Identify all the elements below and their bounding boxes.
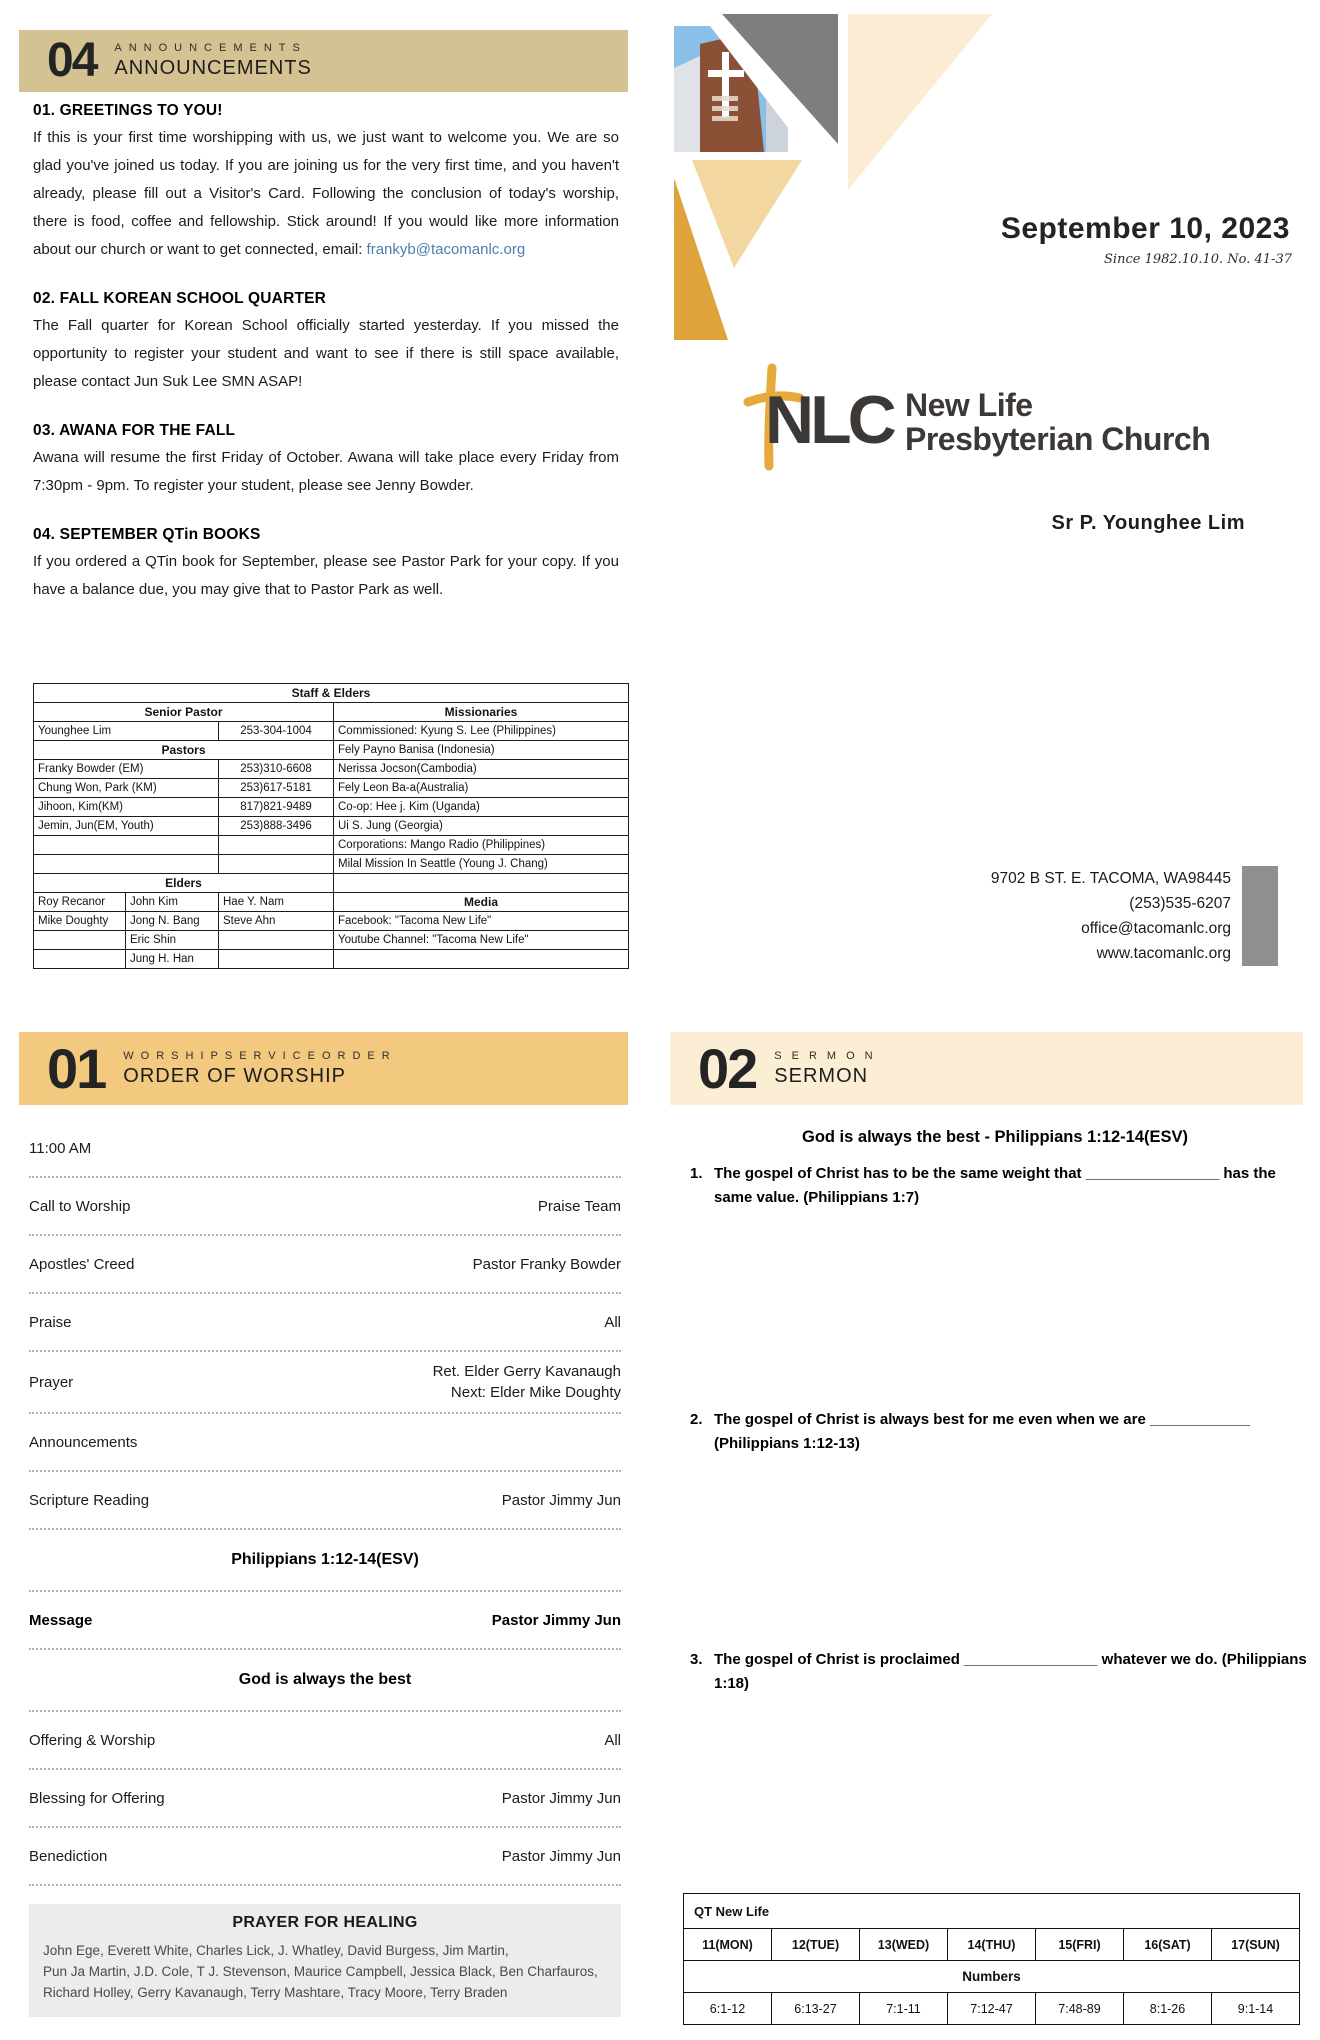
sermon-point-number: 2. — [690, 1411, 703, 1428]
empty-cell — [34, 855, 219, 874]
prayer-names-line: Pun Ja Martin, J.D. Cole, T J. Stevenson, Maurice Campbell, Jessica Black, Ben Charfauros, — [43, 1964, 598, 1979]
pastor-name: Chung Won, Park (KM) — [34, 779, 219, 798]
empty-cell — [334, 950, 629, 969]
logo-acronym: NLC — [765, 382, 893, 458]
qt-reading: 7:48-89 — [1036, 1993, 1124, 2025]
light-gold-triangle — [692, 160, 802, 268]
gray-accent-bar — [1242, 866, 1278, 966]
elder-name — [34, 950, 126, 969]
order-row — [29, 1178, 621, 1236]
announcement-body: If you ordered a QTin book for September, please see Pastor Park for your copy. If you have a balance due, you may give that to Pastor Park as well. — [33, 553, 619, 598]
scripture-reference: Philippians 1:12-14(ESV) — [231, 1551, 419, 1568]
order-label: Prayer — [29, 1373, 74, 1391]
qt-book-name: Numbers — [684, 1961, 1300, 1993]
cover-art-triangles — [660, 10, 1000, 340]
pastor-name: Jihoon, Kim(KM) — [34, 798, 219, 817]
order-value-line2: Next: Elder Mike Doughty — [450, 1384, 621, 1401]
media-cell: Facebook: "Tacoma New Life" — [334, 912, 629, 931]
table-row — [684, 1993, 1300, 2025]
table-row — [34, 741, 629, 760]
table-row — [684, 1929, 1300, 1961]
sermon-point-number: 1. — [690, 1165, 703, 1182]
prayer-names-line: John Ege, Everett White, Charles Lick, J. Whatley, David Burgess, Jim Martin, — [43, 1943, 509, 1958]
announcement-item — [33, 422, 619, 500]
pastors-header: Pastors — [34, 741, 334, 760]
elder-name: Roy Recanor — [34, 893, 126, 912]
pastor-phone: 253)888-3496 — [219, 817, 334, 836]
missionary-cell: Fely Payno Banisa (Indonesia) — [334, 741, 629, 760]
scripture-reference-row — [29, 1530, 621, 1592]
service-time: 11:00 AM — [29, 1139, 92, 1157]
cream-triangle — [848, 14, 992, 190]
elder-name — [219, 931, 334, 950]
sermon-title: SERMON — [774, 1064, 869, 1087]
announcements-header-band — [19, 30, 628, 92]
sermon-title-center: God is always the best — [238, 1671, 412, 1688]
address-website[interactable]: www.tacomanlc.org — [1096, 945, 1231, 962]
pastor-phone: 253)617-5181 — [219, 779, 334, 798]
order-label: Call to Worship — [29, 1197, 131, 1215]
order-row — [29, 1592, 621, 1650]
order-row — [29, 1352, 621, 1414]
staff-elders-table — [33, 683, 629, 969]
announcement-heading: 02. FALL KOREAN SCHOOL QUARTER — [33, 290, 327, 307]
table-row — [34, 779, 629, 798]
qt-day: 11(MON) — [684, 1929, 772, 1961]
order-label: Announcements — [29, 1433, 138, 1451]
table-row — [34, 760, 629, 779]
qt-reading: 8:1-26 — [1124, 1993, 1212, 2025]
elder-name: Jong N. Bang — [126, 912, 219, 931]
elder-name: Steve Ahn — [219, 912, 334, 931]
announcement-body — [33, 124, 619, 264]
qt-day: 17(SUN) — [1212, 1929, 1300, 1961]
missionary-cell: Milal Mission In Seattle (Young J. Chang) — [334, 855, 629, 874]
pastor-phone: 253)310-6608 — [219, 760, 334, 779]
prayer-for-healing-box — [29, 1904, 621, 2017]
qt-new-life-table — [683, 1893, 1300, 2025]
announcement-text: If this is your first time worshipping with us, we just want to welcome you. We are so glad you've joined us today. If you are joining us for the very first time, and you haven't already, please fill out a Visitor's Card. Following the conclusion of today's worship, there is food, coffee and fellowship. Stick around! If you would like more information about our church or want to get connected, email: — [33, 129, 619, 258]
order-row — [29, 1472, 621, 1530]
announcements-spaced-title: ANNOUNCEMENTS — [114, 42, 307, 54]
staff-table-title: Staff & Elders — [34, 684, 629, 703]
sermon-point-text: The gospel of Christ has to be the same weight that ________________ has the same value. (Philippians 1:7) — [714, 1165, 1276, 1206]
missionary-cell: Ui S. Jung (Georgia) — [334, 817, 629, 836]
order-value: All — [604, 1313, 621, 1331]
announcement-item — [33, 526, 619, 604]
table-row — [34, 817, 629, 836]
table-row — [34, 722, 629, 741]
order-header-band — [19, 1032, 628, 1105]
order-spaced-title: WORSHIPSERVICEORDER — [123, 1049, 397, 1062]
order-row — [29, 1236, 621, 1294]
table-row — [34, 912, 629, 931]
announcement-item — [33, 102, 619, 264]
elder-name: Jung H. Han — [126, 950, 219, 969]
elder-name: Hae Y. Nam — [219, 893, 334, 912]
elder-name — [34, 931, 126, 950]
table-row — [34, 950, 629, 969]
senior-pastor-name: Younghee Lim — [34, 722, 219, 741]
since-line: Since 1982.10.10. No. 41-37 — [1104, 252, 1292, 267]
table-row — [34, 855, 629, 874]
table-row — [34, 703, 629, 722]
order-label: Blessing for Offering — [29, 1789, 165, 1807]
church-address-block — [991, 866, 1231, 966]
sermon-section-number: 02 — [698, 1036, 757, 1100]
address-phone: (253)535-6207 — [1129, 895, 1231, 912]
order-label: Apostles' Creed — [29, 1255, 135, 1273]
sermon-titles — [774, 1050, 882, 1088]
qt-day: 16(SAT) — [1124, 1929, 1212, 1961]
sermon-point-text: The gospel of Christ is always best for me even when we are ____________ (Philippians 1:12-13) — [714, 1411, 1251, 1452]
prayer-names-line: Richard Holley, Gerry Kavanaugh, Terry Mashtare, Tracy Moore, Terry Braden — [43, 1985, 508, 2000]
qt-reading: 7:1-11 — [860, 1993, 948, 2025]
table-row — [684, 1894, 1300, 1929]
announcements-title: ANNOUNCEMENTS — [114, 57, 312, 79]
order-label: Benediction — [29, 1847, 108, 1865]
pastor-name: Franky Bowder (EM) — [34, 760, 219, 779]
sermon-point — [690, 1162, 1308, 1210]
order-row — [29, 1294, 621, 1352]
announcements-list — [33, 102, 619, 630]
missionaries-header: Missionaries — [334, 703, 629, 722]
order-titles — [123, 1050, 396, 1088]
sermon-point-text: The gospel of Christ is proclaimed ________________ whatever we do. (Philippians 1:18) — [714, 1651, 1307, 1692]
elder-name — [219, 950, 334, 969]
order-value: Pastor Jimmy Jun — [501, 1847, 621, 1865]
table-row — [34, 893, 629, 912]
elders-header: Elders — [34, 874, 334, 893]
announcement-body: Awana will resume the first Friday of October. Awana will take place every Friday from 7:30pm - 9pm. To register your student, please see Jenny Bowder. — [33, 449, 619, 494]
qt-reading: 7:12-47 — [948, 1993, 1036, 2025]
missionary-cell: Nerissa Jocson(Cambodia) — [334, 760, 629, 779]
sermon-point — [690, 1408, 1308, 1456]
sermon-point — [690, 1648, 1308, 1696]
table-row — [34, 931, 629, 950]
order-row — [29, 1770, 621, 1828]
table-row — [34, 836, 629, 855]
prayer-for-healing-title: PRAYER FOR HEALING — [232, 1914, 418, 1931]
announcement-heading: 04. SEPTEMBER QTin BOOKS — [33, 526, 261, 543]
qt-day: 12(TUE) — [772, 1929, 860, 1961]
order-value: Pastor Franky Bowder — [472, 1255, 621, 1273]
qt-day: 14(THU) — [948, 1929, 1036, 1961]
order-title: ORDER OF WORSHIP — [123, 1064, 346, 1087]
elder-name: John Kim — [126, 893, 219, 912]
order-row — [29, 1712, 621, 1770]
announcement-body: The Fall quarter for Korean School officially started yesterday. If you missed the opportunity to register your student and want to see if there is still space available, please contact Jun Suk Lee SMN ASAP! — [33, 317, 619, 390]
sermon-spaced-title: SERMON — [774, 1049, 883, 1062]
table-row — [34, 874, 629, 893]
pastor-phone: 817)821-9489 — [219, 798, 334, 817]
order-value-line1: Ret. Elder Gerry Kavanaugh — [432, 1363, 621, 1380]
order-value: Praise Team — [537, 1197, 621, 1215]
announcement-item — [33, 290, 619, 396]
announcements-titles — [114, 42, 311, 80]
order-value: Pastor Jimmy Jun — [491, 1611, 621, 1629]
qt-reading: 6:13-27 — [772, 1993, 860, 2025]
service-time-row — [29, 1120, 621, 1178]
qt-day: 15(FRI) — [1036, 1929, 1124, 1961]
order-label: Offering & Worship — [29, 1731, 156, 1749]
address-email[interactable]: office@tacomanlc.org — [1081, 920, 1231, 937]
qt-day: 13(WED) — [860, 1929, 948, 1961]
media-header: Media — [334, 893, 629, 912]
empty-cell — [334, 874, 629, 893]
table-row — [34, 798, 629, 817]
order-label: Praise — [29, 1313, 72, 1331]
church-name — [905, 388, 1210, 456]
missionary-cell: Corporations: Mango Radio (Philippines) — [334, 836, 629, 855]
church-name-line2: Presbyterian Church — [905, 421, 1211, 457]
sermon-header-band — [670, 1032, 1303, 1105]
church-name-line1: New Life — [905, 387, 1033, 423]
address-street: 9702 B ST. E. TACOMA, WA98445 — [990, 870, 1231, 887]
order-value: Pastor Jimmy Jun — [501, 1491, 621, 1509]
elder-name: Mike Doughty — [34, 912, 126, 931]
bulletin-date: September 10, 2023 — [1000, 212, 1290, 245]
email-link[interactable]: frankyb@tacomanlc.org — [366, 241, 526, 258]
media-cell: Youtube Channel: "Tacoma New Life" — [334, 931, 629, 950]
sermon-title-row — [29, 1650, 621, 1712]
sermon-point-number: 3. — [690, 1651, 703, 1668]
order-value: All — [604, 1731, 621, 1749]
missionary-cell: Co-op: Hee j. Kim (Uganda) — [334, 798, 629, 817]
announcement-heading: 01. GREETINGS TO YOU! — [33, 102, 223, 119]
order-of-worship-list — [29, 1120, 621, 2017]
missionary-cell: Commissioned: Kyung S. Lee (Philippines) — [334, 722, 629, 741]
order-value: Pastor Jimmy Jun — [501, 1789, 621, 1807]
elder-name: Eric Shin — [126, 931, 219, 950]
senior-pastor-header: Senior Pastor — [34, 703, 334, 722]
pastor-name: Jemin, Jun(EM, Youth) — [34, 817, 219, 836]
empty-cell — [219, 855, 334, 874]
order-row — [29, 1414, 621, 1472]
order-row — [29, 1828, 621, 1886]
senior-pastor-phone: 253-304-1004 — [219, 722, 334, 741]
senior-pastor-line: Sr P. Younghee Lim — [1051, 512, 1245, 534]
announcements-section-number: 04 — [47, 34, 97, 87]
missionary-cell: Fely Leon Ba-a(Australia) — [334, 779, 629, 798]
sermon-main-title: God is always the best - Philippians 1:12-14(ESV) — [801, 1128, 1189, 1146]
qt-reading: 9:1-14 — [1212, 1993, 1300, 2025]
order-label: Message — [29, 1611, 93, 1629]
table-row — [34, 684, 629, 703]
empty-cell — [34, 836, 219, 855]
order-label: Scripture Reading — [29, 1491, 150, 1509]
qt-reading: 6:1-12 — [684, 1993, 772, 2025]
empty-cell — [219, 836, 334, 855]
order-section-number: 01 — [47, 1036, 106, 1100]
announcement-heading: 03. AWANA FOR THE FALL — [33, 422, 236, 439]
order-value — [433, 1361, 621, 1403]
qt-table-title: QT New Life — [684, 1894, 1300, 1929]
table-row — [684, 1961, 1300, 1993]
